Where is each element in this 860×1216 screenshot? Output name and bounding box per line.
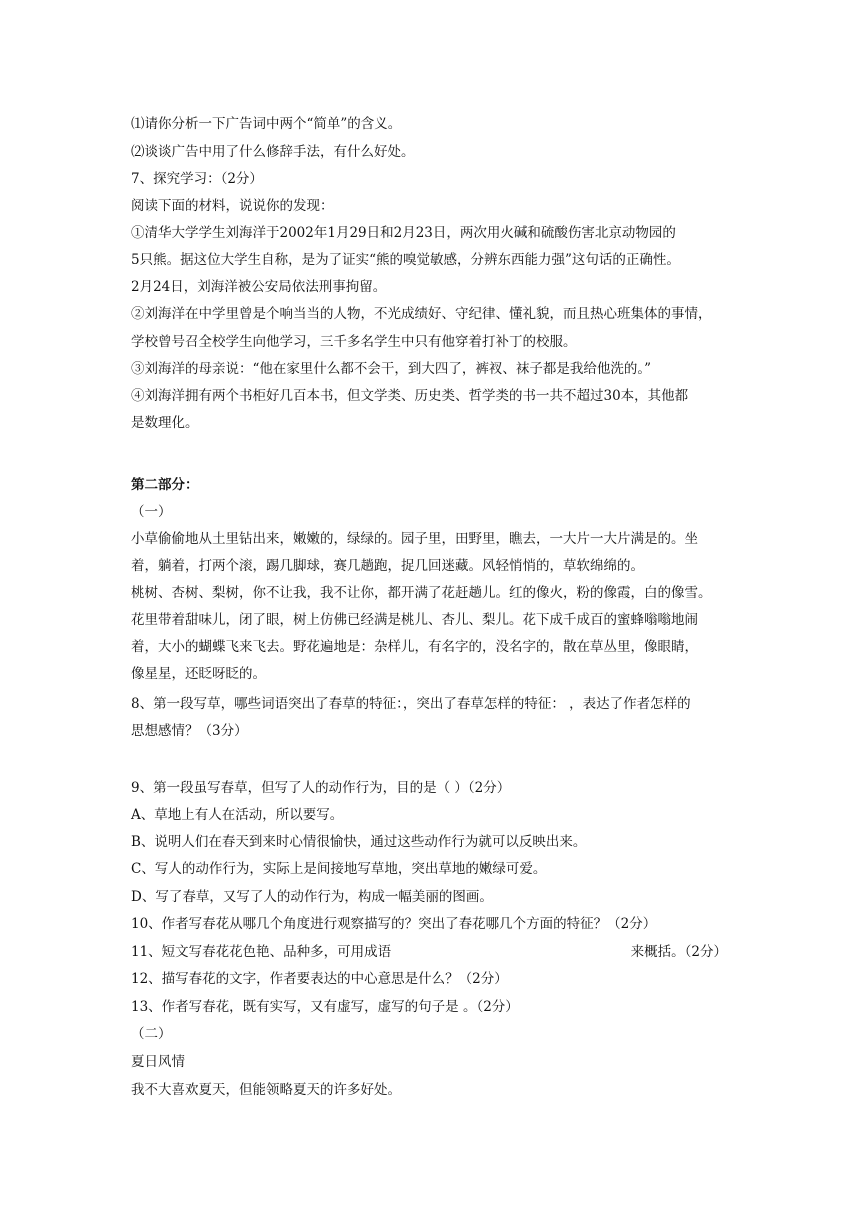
passage-para-2-line-2: 花里带着甜味儿，闭了眼，树上仿佛已经满是桃儿、杏儿、梨儿。花下成千成百的蜜蜂嗡嗡地闹: [131, 612, 698, 628]
question-8-line-2: 思想感情？（3分）: [131, 723, 248, 739]
material-1-line-2: 5只熊。据这位大学生自称，是为了证实“熊的嗅觉敏感，分辨东西能力强”这句话的正确性。: [131, 252, 680, 268]
part-two-heading: 第二部分：: [131, 477, 199, 493]
material-4-line-2: 是数理化。: [131, 415, 199, 431]
passage-para-2-line-3: 着，大小的蝴蝶飞来飞去。野花遍地是：杂样儿，有名字的，没名字的，散在草丛里，像眼睛，: [131, 639, 698, 655]
material-3: ③刘海洋的母亲说：“他在家里什么都不会干，到大四了，裤衩、袜子都是我给他洗的。”: [131, 361, 652, 377]
passage-para-1-line-2: 着，躺着，打两个滚，踢几脚球，赛几趟跑，捉几回迷藏。风轻悄悄的，草软绵绵的。: [131, 558, 644, 574]
material-4-line-1: ④刘海洋拥有两个书柜好几百本书，但文学类、历史类、哲学类的书一共不超过30本，其他都: [131, 388, 689, 404]
material-1-line-3: 2月24日，刘海洋被公安局依法刑事拘留。: [131, 279, 387, 295]
material-2-line-1: ②刘海洋在中学里曾是个响当当的人物，不光成绩好、守纪律、懂礼貌，而且热心班集体的事情，: [131, 306, 712, 322]
section-one-label: （一）: [131, 504, 172, 520]
question-7-heading: 7、探究学习：（2分）: [131, 171, 263, 187]
question-12: 12、描写春花的文字，作者要表达的中心意思是什么？（2分）: [131, 971, 508, 987]
question-13: 13、作者写春花，既有实写，又有虚写，虚写的句子是 。（2分）: [131, 999, 519, 1015]
question-9-option-b: B、说明人们在春天到来时心情很愉快，通过这些动作行为就可以反映出来。: [131, 834, 587, 850]
question-7-prompt: 阅读下面的材料，说说你的发现：: [131, 198, 334, 214]
question-6-2: ⑵谈谈广告中用了什么修辞手法，有什么好处。: [131, 144, 415, 160]
section-two-label: （二）: [131, 1026, 172, 1042]
passage-para-2-line-1: 桃树、杏树、梨树，你不让我，我不让你，都开满了花赶趟儿。红的像火，粉的像霞，白的像雪。: [131, 585, 712, 601]
question-9-option-c: C、写人的动作行为，实际上是间接地写草地，突出草地的嫩绿可爱。: [131, 861, 547, 877]
passage-para-2-line-4: 像星星，还眨呀眨的。: [131, 666, 266, 682]
question-11-tail: 来概括。（2分）: [630, 944, 727, 960]
question-9: 9、第一段虽写春草，但写了人的动作行为，目的是（ ）（2分）: [131, 780, 511, 796]
question-11: [131, 943, 727, 961]
question-10: 10、作者写春花从哪几个角度进行观察描写的？突出了春花哪几个方面的特征？（2分）: [131, 916, 657, 932]
material-1-line-1: ①清华大学学生刘海洋于2002年1月29日和2月23日，两次用火碱和硫酸伤害北京动物园的: [131, 225, 676, 241]
material-2-line-2: 学校曾号召全校学生向他学习，三千多名学生中只有他穿着打补丁的校服。: [131, 334, 577, 350]
passage-title: 夏日风情: [131, 1054, 185, 1070]
question-9-option-d: D、写了春草，又写了人的动作行为，构成一幅美丽的图画。: [131, 889, 493, 905]
question-11-text: 11、短文写春花花色艳、品种多，可用成语: [131, 944, 392, 960]
passage-para-1-line-1: 小草偷偷地从土里钻出来，嫩嫩的，绿绿的。园子里，田野里，瞧去，一大片一大片满是的。坐: [131, 531, 698, 547]
question-6-1: ⑴请你分析一下广告词中两个“简单”的含义。: [131, 116, 402, 132]
question-8-line-1: 8、第一段写草，哪些词语突出了春草的特征：，突出了春草怎样的特征： ，表达了作者怎样的: [131, 696, 691, 712]
question-9-option-a: A、草地上有人在活动，所以要写。: [131, 807, 344, 823]
passage-two-first-line: 我不大喜欢夏天，但能领略夏天的许多好处。: [131, 1082, 401, 1098]
